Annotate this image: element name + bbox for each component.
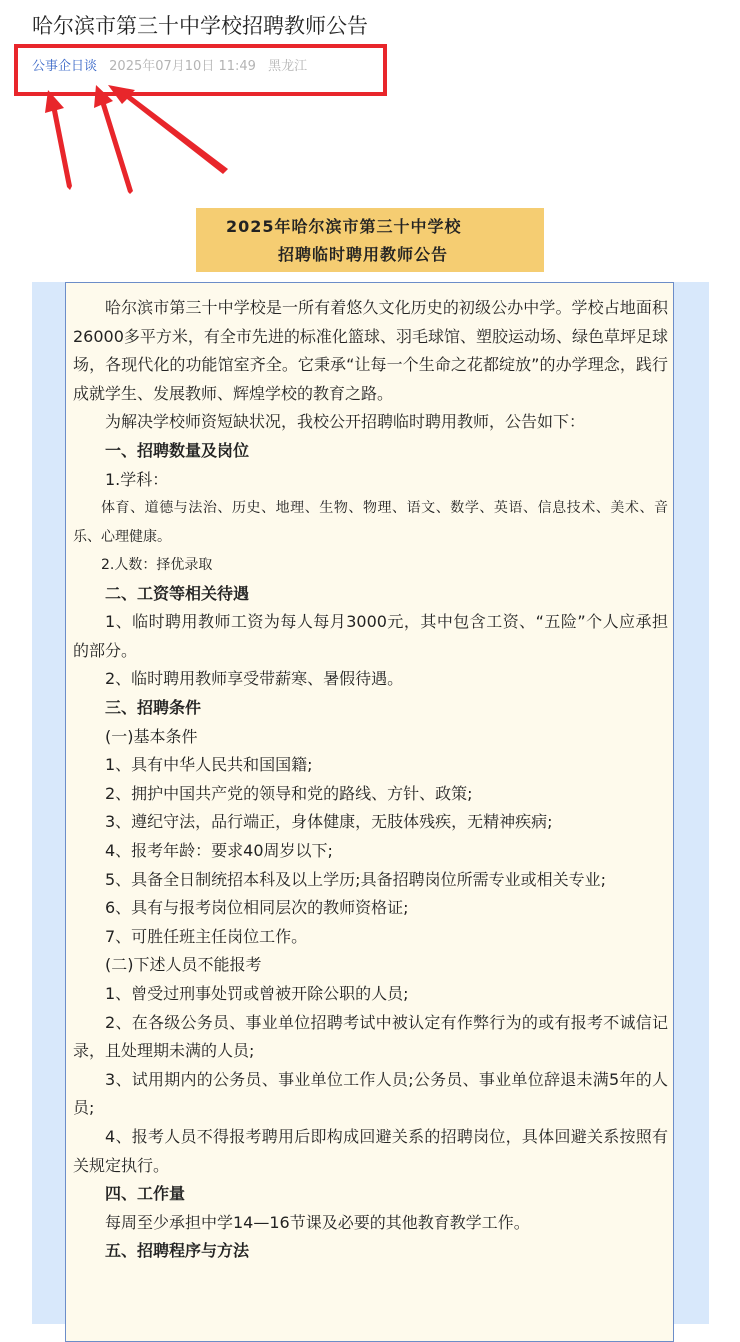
content-box <box>65 282 674 1342</box>
notice-banner <box>196 208 544 272</box>
paragraph: 为解决学校师资短缺状况，我校公开招聘临时聘用教师，公告如下： <box>105 412 586 432</box>
paragraph: 4、报考人员不得报考聘用后即构成回避关系的招聘岗位，具体回避关系按照有关规定执行。 <box>73 1126 668 1175</box>
publish-date: 2025年07月10日 11:49 <box>109 59 256 74</box>
paragraph: 6、具有与报考岗位相同层次的教师资格证; <box>105 898 409 918</box>
paragraph: (一)基本条件 <box>105 726 198 746</box>
paragraph: 7、可胜任班主任岗位工作。 <box>105 926 308 946</box>
banner-line-2: 招聘临时聘用教师公告 <box>278 245 449 264</box>
paragraph: 2、在各级公务员、事业单位招聘考试中被认定有作弊行为的或有报考不诚信记录，且处理期未满的人员; <box>73 1012 668 1061</box>
paragraph: 每周至少承担中学14—16节课及必要的其他教育教学工作。 <box>105 1212 530 1232</box>
paragraph: 2.人数：择优录取 <box>101 557 213 574</box>
paragraph: 体育、道德与法治、历史、地理、生物、物理、语文、数学、英语、信息技术、美术、音乐、心理健康。 <box>73 500 668 545</box>
paragraph: 3、遵纪守法，品行端正，身体健康，无肢体残疾，无精神疾病; <box>105 812 553 832</box>
arrow-icon <box>45 90 72 190</box>
paragraph: 2、拥护中国共产党的领导和党的路线、方针、政策; <box>105 783 473 803</box>
paragraph: 哈尔滨市第三十中学校是一所有着悠久文化历史的初级公办中学。学校占地面积26000多平方米，有全市先进的标准化篮球、羽毛球馆、塑胶运动场、绿色草坪足球场，各现代化的功能馆室齐全。它秉承“让每一个生命之花都绽放”的办学理念，践行成就学生、发展教师、辉煌学校的教育之路。 <box>73 298 668 403</box>
paragraph: 1、临时聘用教师工资为每人每月3000元，其中包含工资、“五险”个人应承担的部分。 <box>73 612 668 660</box>
page-title: 哈尔滨市第三十中学校招聘教师公告 <box>32 14 368 38</box>
location-label: 黑龙江 <box>268 59 308 74</box>
source-link[interactable]: 公事企日谈 <box>32 59 98 74</box>
section-heading: 三、招聘条件 <box>105 698 202 718</box>
paragraph: 1、曾受过刑事处罚或曾被开除公职的人员; <box>105 983 409 1003</box>
annotation-arrows <box>0 0 740 200</box>
banner-line-1: 2025年哈尔滨市第三十中学校 <box>226 217 462 236</box>
paragraph: 1.学科： <box>105 469 169 489</box>
paragraph: 4、报考年龄：要求40周岁以下; <box>105 841 333 860</box>
paragraph: 2、临时聘用教师享受带薪寒、暑假待遇。 <box>105 669 404 689</box>
section-heading: 四、工作量 <box>105 1184 186 1204</box>
section-heading: 一、招聘数量及岗位 <box>105 440 250 460</box>
arrow-icon <box>108 85 228 174</box>
section-heading: 五、招聘程序与方法 <box>105 1241 250 1261</box>
paragraph: 3、试用期内的公务员、事业单位工作人员;公务员、事业单位辞退未满5年的人员; <box>73 1069 668 1118</box>
paragraph: 1、具有中华人民共和国国籍; <box>105 755 313 775</box>
arrow-icon <box>94 85 133 194</box>
paragraph: 5、具备全日制统招本科及以上学历;具备招聘岗位所需专业或相关专业; <box>105 869 606 889</box>
paragraph: (二)下述人员不能报考 <box>105 955 262 975</box>
section-heading: 二、工资等相关待遇 <box>105 583 250 603</box>
